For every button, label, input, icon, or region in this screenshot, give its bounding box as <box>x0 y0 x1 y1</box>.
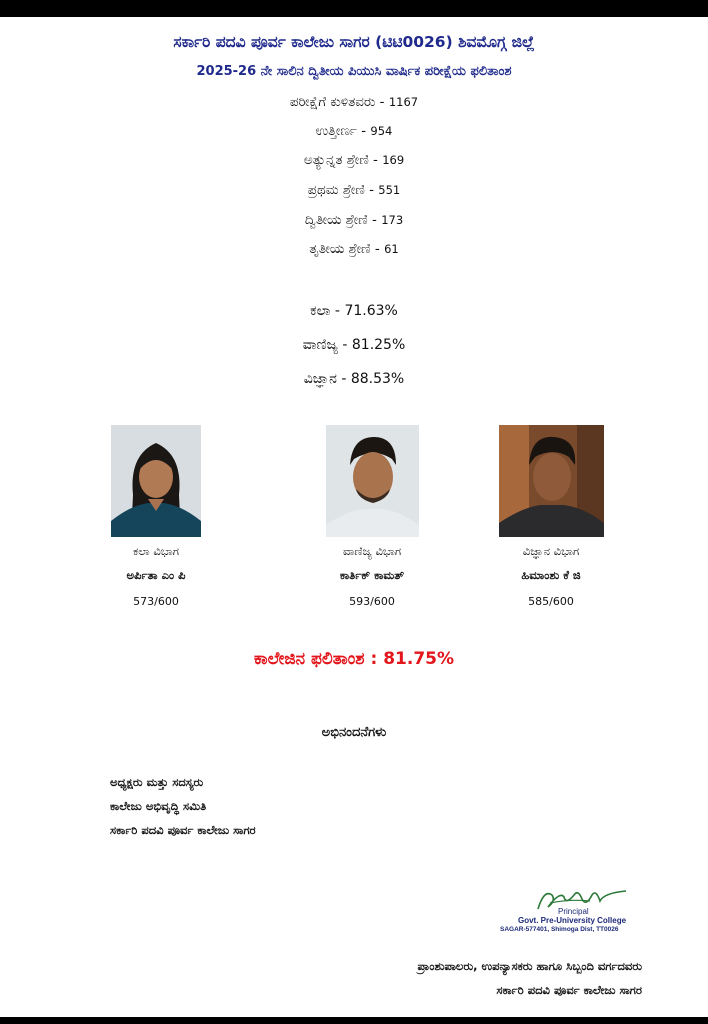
topper-score: 593/600 <box>349 595 395 608</box>
seal-role: Principal <box>558 907 589 916</box>
result-poster <box>0 17 708 1017</box>
committee-line: ಸರ್ಕಾರಿ ಪದವಿ ಪೂರ್ವ ಕಾಲೇಜು ಸಾಗರ <box>110 823 256 837</box>
result-subtitle: 2025-26 ನೇ ಸಾಲಿನ ದ್ವಿತೀಯ ಪಿಯುಸಿ ವಾರ್ಷಿಕ ಪರೀಕ್ಷೆಯ ಫಲಿತಾಂಶ <box>196 64 512 79</box>
topper-dept: ಕಲಾ ವಿಭಾಗ <box>133 544 179 558</box>
stat-appeared: ಪರೀಕ್ಷೆಗೆ ಕುಳಿತವರು - 1167 <box>289 94 419 110</box>
topper-arts <box>66 544 246 608</box>
seal-address: SAGAR-577401, Shimoga Dist, TT0026 <box>500 926 619 933</box>
topper-dept: ವಾಣಿಜ್ಯ ವಿಭಾಗ <box>342 544 402 558</box>
college-result: ಕಾಲೇಜಿನ ಫಲಿತಾಂಶ : 81.75% <box>253 649 455 669</box>
topper-name: ಕಾರ್ತಿಕ್ ಕಾಮತ್ <box>339 568 405 582</box>
stat-distinction: ಅತ್ಯುನ್ನತ ಶ್ರೇಣಿ - 169 <box>303 152 405 168</box>
congratulations-heading: ಅಭಿನಂದನೆಗಳು <box>321 725 387 740</box>
stat-passed: ಉತ್ತೀರ್ಣ - 954 <box>315 123 393 139</box>
college-title: ಸರ್ಕಾರಿ ಪದವಿ ಪೂರ್ವ ಕಾಲೇಜು ಸಾಗರ (ಟಿಟಿ0026) ಶಿವಮೊಗ್ಗ ಜಿಲ್ಲೆ <box>173 33 535 51</box>
topper-photo-arts <box>111 425 201 537</box>
staff-line: ಸರ್ಕಾರಿ ಪದವಿ ಪೂರ್ವ ಕಾಲೇಜು ಸಾಗರ <box>496 983 642 997</box>
stat-second-class: ದ್ವಿತೀಯ ಶ್ರೇಣಿ - 173 <box>304 212 404 228</box>
committee-line: ಕಾಲೇಜು ಅಭಿವೃದ್ಧಿ ಸಮಿತಿ <box>110 799 207 813</box>
topper-dept: ವಿಜ್ಞಾನ ವಿಭಾಗ <box>522 544 580 558</box>
topper-photo-science <box>499 425 604 537</box>
seal-college: Govt. Pre-University College <box>518 916 627 925</box>
bottom-border <box>0 1017 708 1024</box>
stream-arts: ಕಲಾ - 71.63% <box>310 303 398 319</box>
topper-photo-commerce <box>326 425 419 537</box>
stream-science: ವಿಜ್ಞಾನ - 88.53% <box>303 371 405 387</box>
topper-score: 585/600 <box>528 595 574 608</box>
committee-line: ಅಧ್ಯಕ್ಷರು ಮತ್ತು ಸದಸ್ಯರು <box>110 775 204 789</box>
greetings-from-committee <box>110 775 256 847</box>
topper-score: 573/600 <box>133 595 179 608</box>
stream-commerce: ವಾಣಿಜ್ಯ - 81.25% <box>302 337 406 353</box>
topper-science <box>461 544 641 608</box>
topper-name: ಹಿಮಾಂಶು ಕೆ ಜಿ <box>521 568 581 582</box>
stat-third-class: ತೃತೀಯ ಶ್ರೇಣಿ - 61 <box>309 241 399 257</box>
stat-first-class: ಪ್ರಥಮ ಶ್ರೇಣಿ - 551 <box>307 182 401 198</box>
staff-line: ಪ್ರಾಂಶುಪಾಲರು, ಉಪನ್ಯಾಸಕರು ಹಾಗೂ ಸಿಬ್ಬಂದಿ ವರ್ಗದವರು <box>417 959 642 973</box>
topper-name: ಅರ್ಪಿತಾ ಎಂ ಪಿ <box>126 568 186 582</box>
topper-commerce <box>282 544 462 608</box>
principal-seal <box>500 885 650 945</box>
greetings-from-staff <box>417 959 642 1007</box>
